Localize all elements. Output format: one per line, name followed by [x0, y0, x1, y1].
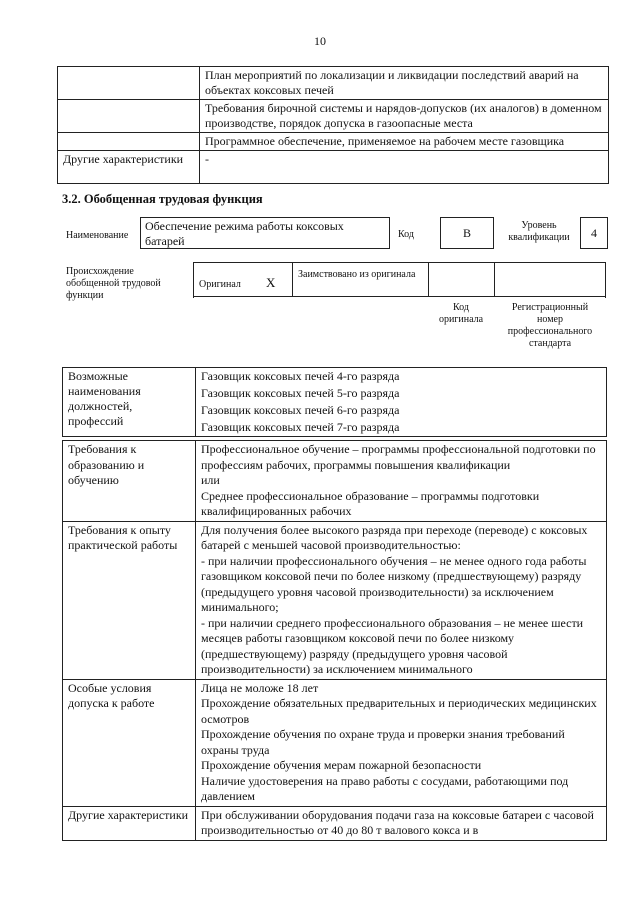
text-line: Профессиональное обучение – программы профессиональной подготовки по профессиям рабочих, программы повышения квалификации [201, 442, 596, 472]
text-line: - при наличии профессионального обучения – не менее одного года работы газовщиком коксовой печи по более низкому (предшествующему) разряду (предыдущего уровня часовой производительности) за исключением минимального; [201, 553, 587, 614]
divider [292, 262, 293, 297]
requirements-table [62, 440, 607, 841]
positions-table [62, 367, 607, 437]
original-mark: X [266, 275, 276, 290]
admission-value [196, 679, 607, 806]
code-label: Код [398, 229, 414, 240]
education-value [196, 441, 607, 522]
text-line: - при наличии среднего профессионального образования – не менее шести месяцев работы газовщиком коксовой печи по более низкому (предшествующему) разряду (предыдущего уровня часовой производительности) за исключением минимального [201, 615, 584, 676]
admission-label: Особые условия допуска к работе [63, 679, 196, 806]
text-line: Прохождение обучения мерам пожарной безопасности [201, 758, 482, 772]
text-line: Прохождение обязательных предварительных и периодических медицинских осмотров [201, 696, 597, 726]
other-value: - [200, 151, 609, 184]
position-item: Газовщик коксовых печей 5-го разряда [196, 385, 607, 402]
text-line: Среднее профессиональное образование – программы подготовки квалифицированных рабочих [201, 488, 540, 518]
code-value: В [440, 217, 494, 249]
row-label [58, 133, 200, 151]
education-label: Требования к образованию и обучению [63, 441, 196, 522]
divider [193, 296, 605, 297]
original-label: Оригинал [199, 279, 241, 290]
positions-label: Возможные наименования должностей, профессий [63, 368, 196, 437]
knowledge-item: План мероприятий по локализации и ликвидации последствий аварий на объектах коксовых печей [200, 67, 609, 100]
divider [494, 262, 495, 297]
other-label: Другие характеристики [63, 806, 196, 840]
row-label-other: Другие характеристики [58, 151, 200, 184]
borrowed-label: Заимствовано из оригинала [298, 269, 416, 280]
position-item: Газовщик коксовых печей 6-го разряда [196, 402, 607, 419]
page-number: 10 [314, 34, 326, 48]
text-line: Наличие удостоверения на право работы с сосудами, работающими под давлением [201, 773, 569, 803]
experience-value [196, 521, 607, 679]
knowledge-item: Программное обеспечение, применяемое на рабочем месте газовщика [200, 133, 609, 151]
name-label: Наименование [66, 230, 129, 241]
code-original-label: Код оригинала [438, 302, 484, 325]
position-item: Газовщик коксовых печей 4-го разряда [196, 368, 607, 386]
level-value: 4 [580, 217, 608, 249]
divider [428, 262, 429, 297]
section-heading: 3.2. Обобщенная трудовая функция [62, 192, 263, 206]
row-label [58, 100, 200, 133]
reg-number-label: Регистрационный номер профессионального стандарта [507, 302, 593, 349]
text-line: При обслуживании оборудования подачи газа на коксовые батареи с часовой производительностью от 40 до 80 т валового кокса и в [201, 807, 594, 837]
position-item: Газовщик коксовых печей 7-го разряда [196, 419, 607, 437]
text-line: Прохождение обучения по охране труда и проверки знания требований охраны труда [201, 727, 565, 757]
other-value [196, 806, 607, 840]
knowledge-table [57, 66, 609, 184]
text-line: Для получения более высокого разряда при переходе (переводе) с коксовых батарей с меньшей часовой производительностью: [201, 522, 588, 552]
level-label: Уровень квалификации [508, 220, 570, 243]
origin-label: Происхождение обобщенной трудовой функции [66, 266, 161, 301]
name-value: Обеспечение режима работы коксовых батарей [140, 217, 390, 249]
knowledge-item: Требования бирочной системы и нарядов-допусков (их аналогов) в доменном производстве, порядок допуска в газоопасные места [200, 100, 609, 133]
text-line: или [201, 473, 220, 487]
row-label [58, 67, 200, 100]
experience-label: Требования к опыту практической работы [63, 521, 196, 679]
text-line: Лица не моложе 18 лет [201, 680, 319, 695]
